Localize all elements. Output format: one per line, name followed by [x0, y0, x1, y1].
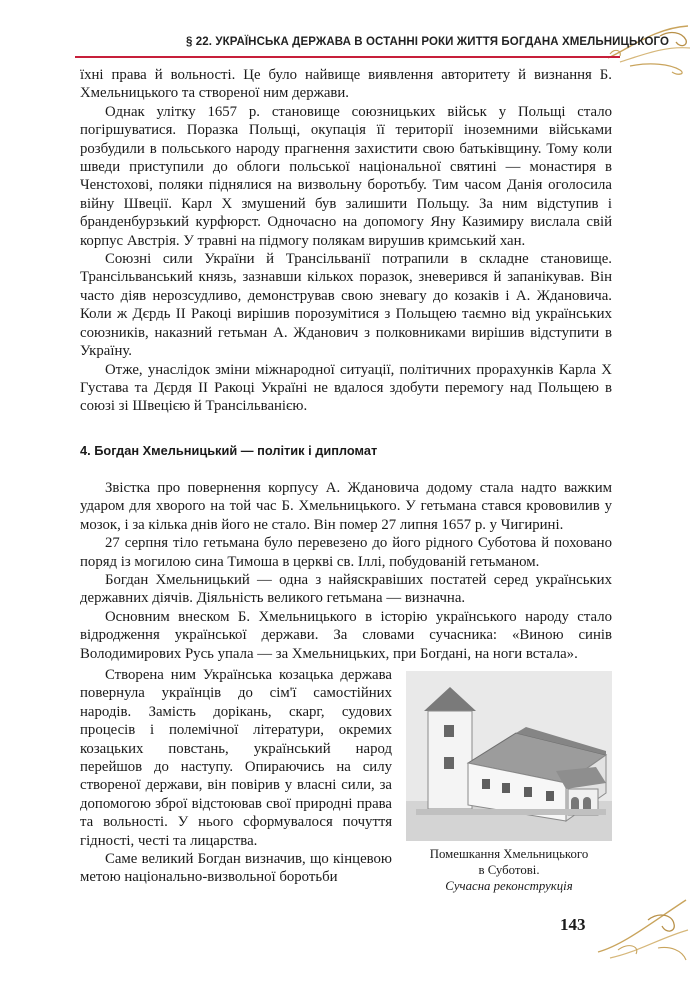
- caption-line: в Суботові.: [478, 862, 540, 877]
- chapter-header-title: § 22. УКРАЇНСЬКА ДЕРЖАВА В ОСТАННІ РОКИ ЖИТТЯ БОГДАНА ХМЕЛЬНИЦЬКОГО: [186, 36, 670, 48]
- paragraph: 27 серпня тіло гетьмана було перевезено до його рідного Суботова й поховано поряд із могилою сина Тимоша в церкві св. Іллі, побудованій гетьманом.: [80, 535, 612, 570]
- paragraph: Отже, унаслідок зміни міжнародної ситуації, політичних прорахунків Карла Х Густава та Дєрдя ІІ Ракоці Україні не вдалося здобути перемогу над Польщею в союзі зі Швецією й Трансільванією.: [80, 361, 612, 415]
- paragraph: Однак улітку 1657 р. становище союзницьких військ у Польщі стало погіршуватися. Поразка Польщі, окупація її території іноземними військами розбудили в польського народу прагнення захистити свою батьківщину. Тому коли шведи приступили до облоги польської національної святині — монастиря в Ченстохові, поляки піднялися на визвольну боротьбу. Тим часом Данія оголосила війну Швеції. Карл Х змушений був залишити Польщу. За ним відступив і бранденбурзький курфюрст. Одночасно на допомогу Яну Казимиру вислала свій корпус Австрія. У травні на підмогу полякам вирушив кримський хан.: [80, 103, 612, 249]
- paragraph: Союзні сили України й Трансільванії потрапили в складне становище. Трансільванський князь, зазнавши кількох поразок, зневерився й запанікував. Він часто діяв нерозсудливо, демонстрував свою зневагу до козаків і А. Ждановича. Коли ж Дєрдь ІІ Ракоці вирішив порозумітися з Польщею таємно від українських союзників, наказний гетьман А. Жданович з полковниками вирішив відступити в Україну.: [80, 251, 612, 360]
- paragraph: їхні права й вольності. Це було найвище виявлення авторитету й визнання Б. Хмельницького та створеної ним держави.: [80, 67, 612, 102]
- text-block-top: [80, 66, 612, 416]
- decorative-flourish-icon: [588, 890, 693, 965]
- paragraph: Створена ним Українська козацька держава повернула українців до сім'ї самостійних народів. Замість дорікань, скарг, судових процесів і полемічної літератури, окремих козацьких повстань, український народ перейшов до наступу. Опираючись на силу створеної держави, він повірив у власні сили, за допомогою зброї відстоював свої природні права та вольності. У нього сформувалося почуття гідності, честі та лицарства.: [80, 667, 392, 849]
- decorative-flourish-icon: [600, 18, 695, 78]
- page-number: 143: [560, 915, 586, 934]
- text-block-middle: [80, 479, 612, 663]
- header-divider: [75, 56, 620, 58]
- paragraph: Основним внеском Б. Хмельницького в історію українського народу стало відродження української держави. За словами сучасника: «Виною синів Володимирових Русь упала — за Хмельницьких, при Богдані, на ноги встала».: [80, 608, 612, 662]
- text-block-bottom: [80, 666, 392, 887]
- caption-line-italic: Сучасна реконструкція: [445, 878, 573, 893]
- caption-line: Помешкання Хмельницького: [429, 847, 589, 861]
- house-reconstruction-image: [406, 671, 612, 841]
- section-heading: 4. Богдан Хмельницький — політик і дипломат: [80, 443, 378, 458]
- paragraph: Звістка про повернення корпусу А. Ждановича додому стала надто важким ударом для хворого на той час Б. Хмельницького. У гетьмана стався крововилив у мозок, і за кілька днів його не стало. Він помер 27 липня 1657 р. у Чигирині.: [80, 480, 612, 533]
- paragraph: Саме великий Богдан визначив, що кінцевою метою національно-визвольної боротьби: [80, 851, 392, 886]
- figure-caption: [406, 847, 612, 894]
- paragraph: Богдан Хмельницький — одна з найяскравіших постатей серед українських державних діячів. Діяльність великого гетьмана — визначна.: [80, 572, 612, 607]
